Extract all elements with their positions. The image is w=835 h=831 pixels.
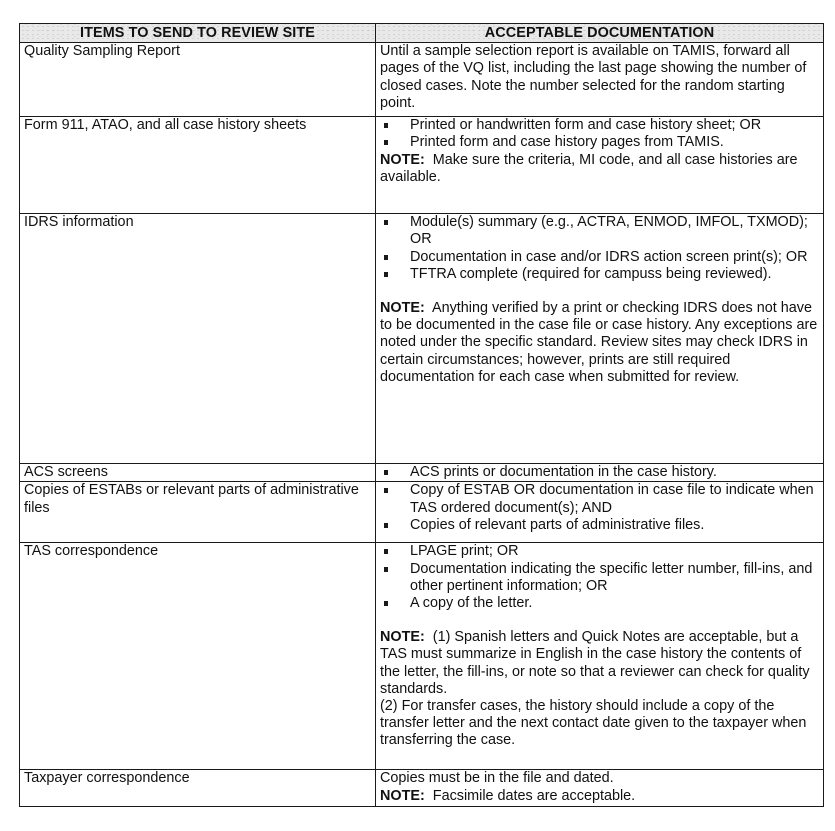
note-label: NOTE: — [380, 787, 425, 804]
note-text: Make sure the criteria, MI code, and all case histories are available. — [380, 151, 798, 185]
bullet-list — [380, 214, 819, 283]
bullet-icon — [384, 601, 388, 606]
bullet-icon — [384, 488, 388, 493]
documentation-cell — [376, 214, 824, 464]
note — [380, 788, 819, 805]
item-cell: Copies of ESTABs or relevant parts of administrative files — [20, 482, 376, 543]
note-label: NOTE: — [380, 300, 425, 317]
note-label: NOTE: — [380, 151, 425, 168]
bullet-icon — [384, 255, 388, 260]
table-row — [20, 464, 824, 482]
bullet-icon — [384, 549, 388, 554]
item-cell: Form 911, ATAO, and all case history sheets — [20, 117, 376, 214]
list-item: ACS prints or documentation in the case history. — [380, 464, 819, 481]
documentation-cell — [376, 770, 824, 807]
list-item: TFTRA complete (required for campuss being reviewed). — [380, 266, 819, 283]
bullet-icon — [384, 123, 388, 128]
bullet-icon — [384, 567, 388, 572]
item-cell: TAS correspondence — [20, 543, 376, 770]
item-cell: Quality Sampling Report — [20, 43, 376, 117]
note-text: Anything verified by a print or checking IDRS does not have to be documented in the case file or case history. Any exceptions are noted under the specific standard. Review sites may check IDRS in certain circumstances; however, prints are still required documentation for each case when submitted for review. — [380, 300, 818, 385]
documentation-text: Until a sample selection report is available on TAMIS, forward all pages of the VQ list, including the last page showing the number of closed cases. Note the number selected for the random starting point. — [380, 43, 807, 111]
table-row — [20, 117, 824, 214]
documentation-text: Copies must be in the file and dated. — [380, 770, 614, 787]
bullet-icon — [384, 220, 388, 225]
list-item: A copy of the letter. — [380, 595, 819, 612]
bullet-icon — [384, 470, 388, 475]
note — [380, 629, 819, 698]
bullet-list — [380, 464, 819, 481]
header-documentation: ACCEPTABLE DOCUMENTATION — [376, 24, 824, 43]
list-item: Module(s) summary (e.g., ACTRA, ENMOD, IMFOL, TXMOD); OR — [380, 214, 819, 248]
list-item: Documentation in case and/or IDRS action screen print(s); OR — [380, 249, 819, 266]
header-row — [20, 24, 824, 43]
bullet-list — [380, 482, 819, 534]
table-row — [20, 43, 824, 117]
table-row — [20, 770, 824, 807]
note-continuation: (2) For transfer cases, the history should include a copy of the transfer letter and the next contact date given to the taxpayer when transferring the case. — [380, 698, 807, 749]
documentation-table — [19, 23, 824, 807]
note — [380, 300, 819, 386]
list-item: Copy of ESTAB OR documentation in case file to indicate when TAS ordered document(s); AND — [380, 482, 819, 516]
documentation-cell — [376, 117, 824, 214]
item-cell: IDRS information — [20, 214, 376, 464]
documentation-cell — [376, 543, 824, 770]
bullet-list — [380, 543, 819, 612]
list-item: Printed or handwritten form and case history sheet; OR — [380, 117, 819, 134]
bullet-list — [380, 117, 819, 151]
table-row — [20, 543, 824, 770]
list-item: Copies of relevant parts of administrative files. — [380, 517, 819, 534]
item-cell: ACS screens — [20, 464, 376, 482]
item-cell: Taxpayer correspondence — [20, 770, 376, 807]
bullet-icon — [384, 272, 388, 277]
note-label: NOTE: — [380, 629, 425, 646]
note-text: Facsimile dates are acceptable. — [432, 787, 636, 804]
documentation-cell — [376, 43, 824, 117]
table-row — [20, 214, 824, 464]
header-items: ITEMS TO SEND TO REVIEW SITE — [20, 24, 376, 43]
documentation-cell — [376, 464, 824, 482]
note — [380, 152, 819, 186]
bullet-icon — [384, 523, 388, 528]
list-item: Printed form and case history pages from TAMIS. — [380, 134, 819, 151]
list-item: Documentation indicating the specific letter number, fill-ins, and other pertinent information; OR — [380, 561, 819, 595]
documentation-cell — [376, 482, 824, 543]
note-text: (1) Spanish letters and Quick Notes are acceptable, but a TAS must summarize in English in the case history the contents of the letter, the fill-ins, or note so that a reviewer can check for quality standards. — [380, 629, 810, 697]
bullet-icon — [384, 140, 388, 145]
list-item: LPAGE print; OR — [380, 543, 819, 560]
table-row — [20, 482, 824, 543]
